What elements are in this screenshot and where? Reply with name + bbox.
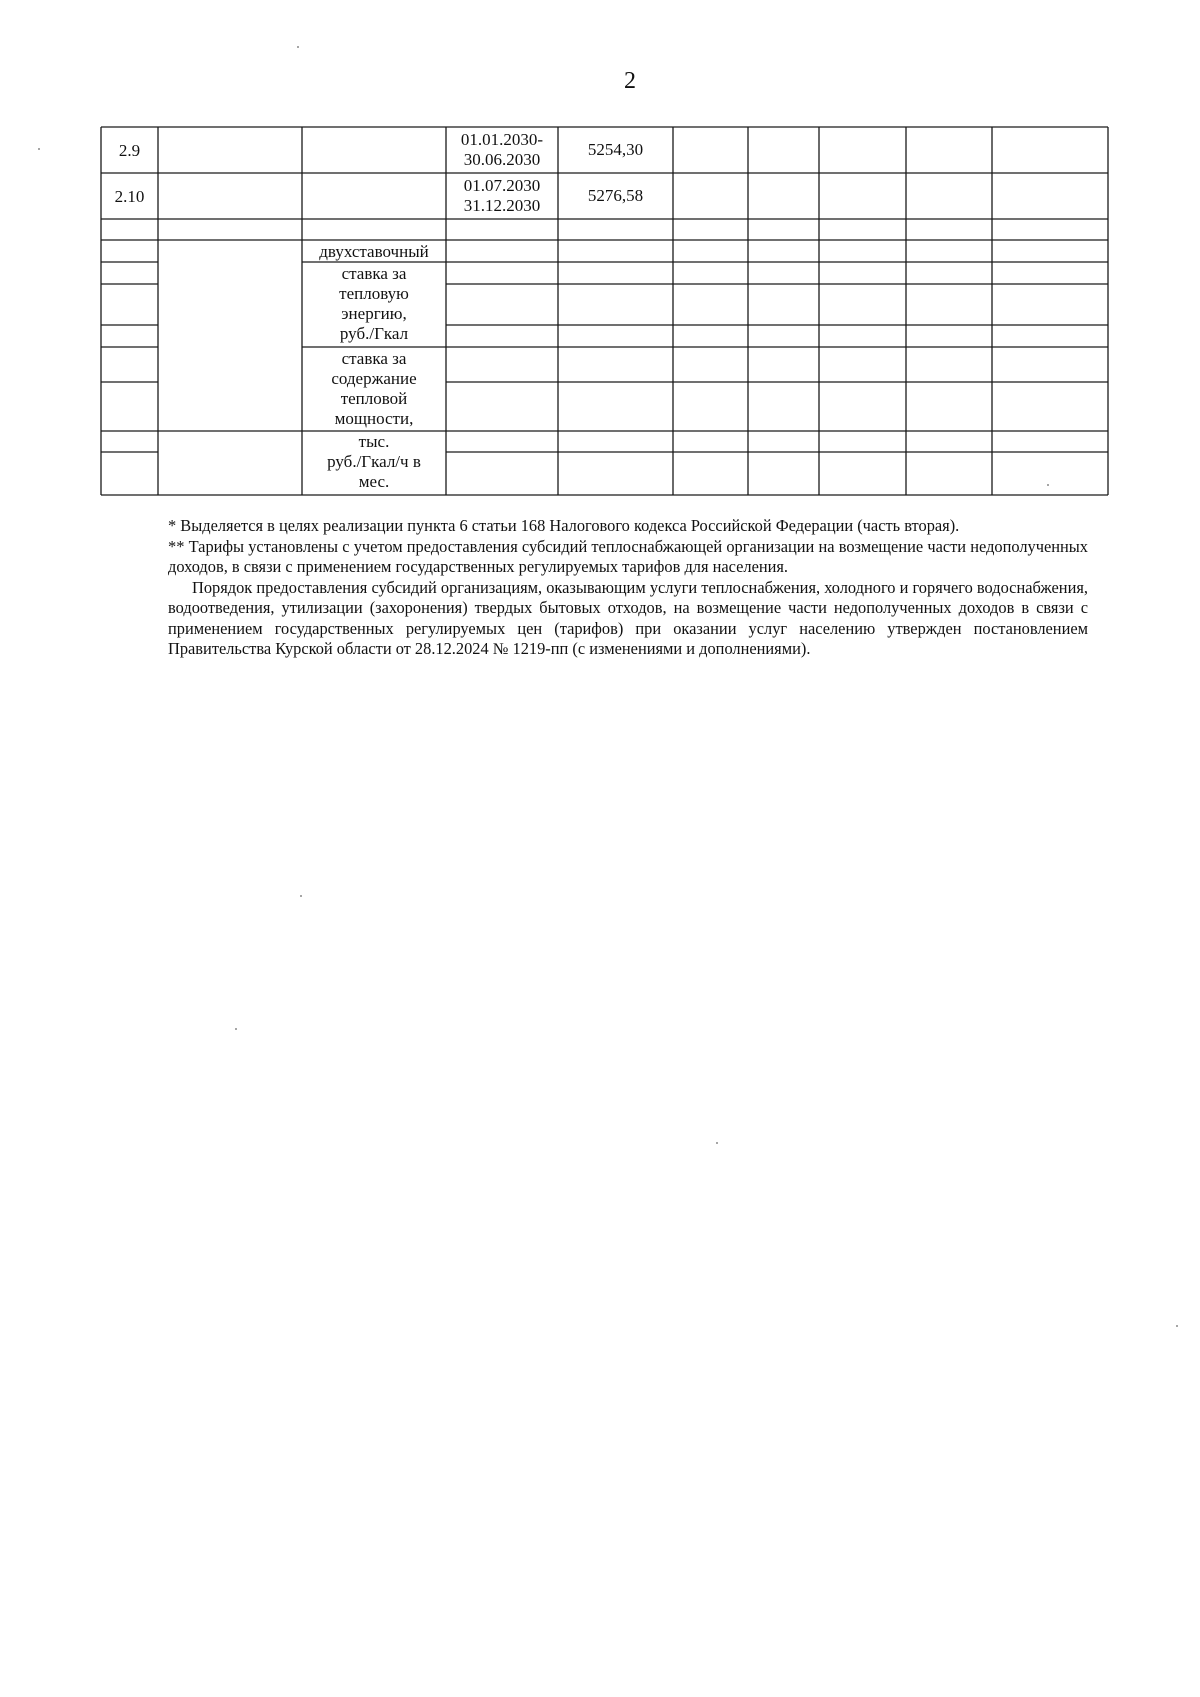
heat-energy-rate-label: энергию, [341,304,407,323]
footnote-subsidy: ** Тарифы установлены с учетом предоставления субсидий теплоснабжающей организации на возмещение части недополученных доходов, в связи с применением государственных регулируемых тарифов для населения. [168,536,1088,576]
tariff-value: 5276,58 [587,186,644,205]
scan-speck [1047,484,1049,486]
capacity-rate-label: тыс. [358,432,390,451]
footnote-procedure: Порядок предоставления субсидий организациям, оказывающим услуги теплоснабжения, холодного и горячего водоснабжения, водоотведения, утилизации (захоронения) твердых бытовых отходов, на возмещение части недополученных доходов в связи с применением государственных регулируемых цен (тарифов) при оказании услуг населению утвержден постановлением Правительства Курской области от 28.12.2024 № 1219-пп (с изменениями и дополнениями). [168,577,1088,658]
page-number: 2 [624,68,636,94]
capacity-rate-label: содержание [331,369,417,388]
period-end: 30.06.2030 [463,150,541,169]
footnote-vat: * Выделяется в целях реализации пункта 6 статьи 168 Налогового кодекса Российской Федерации (часть вторая). [168,516,960,535]
scan-speck [235,1028,237,1030]
row-number: 2.9 [118,141,141,160]
scan-speck [716,1142,718,1144]
capacity-rate-label: руб./Гкал/ч в [327,452,421,471]
capacity-rate-label: мощности, [334,409,414,428]
scan-speck [297,46,299,48]
period-start: 01.01.2030- [460,130,544,149]
scan-speck [38,148,40,150]
scan-speck [300,895,302,897]
tariff-value: 5254,30 [587,140,644,159]
capacity-rate-label: тепловой [340,389,408,408]
capacity-rate-label: мес. [358,472,390,491]
heat-energy-rate-label: тепловую [339,284,409,303]
footnotes [168,516,1088,660]
scan-speck [1176,1325,1178,1327]
two-part-tariff-label: двухставочный [319,242,429,261]
capacity-rate-label: ставка за [341,349,407,368]
period-end: 31.12.2030 [463,196,541,215]
period-start: 01.07.2030 [463,176,541,195]
heat-energy-rate-label: руб./Гкал [339,324,409,343]
row-number: 2.10 [114,187,145,206]
heat-energy-rate-label: ставка за [341,264,407,283]
